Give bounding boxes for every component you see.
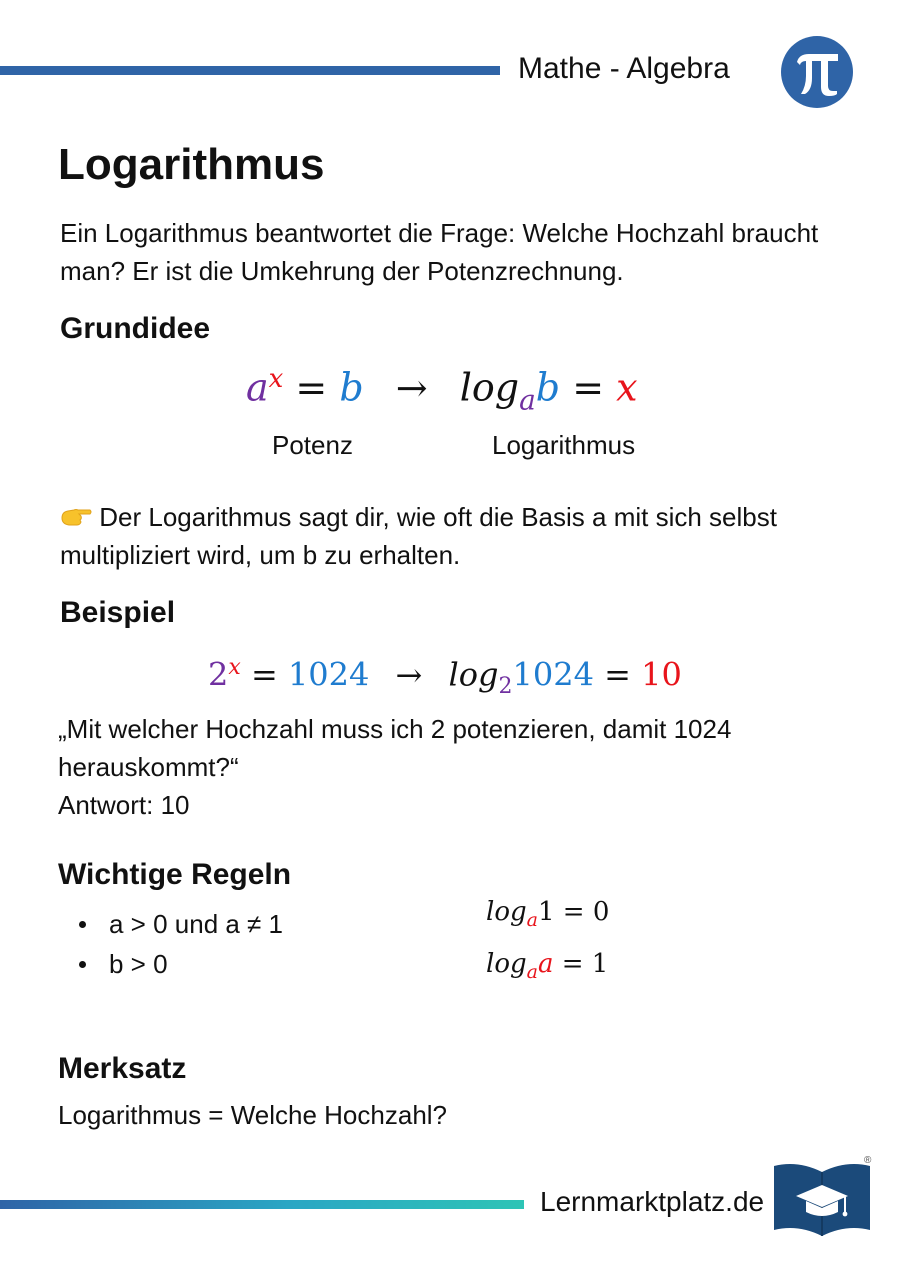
grundidee-note bbox=[60, 498, 840, 574]
example-log-equals: = bbox=[604, 655, 631, 694]
rule1-arg: 1 bbox=[537, 897, 555, 927]
example-log-result: 10 bbox=[641, 655, 682, 694]
formula-base: a bbox=[246, 365, 269, 410]
bullet-icon bbox=[79, 921, 86, 928]
rule1-base: a bbox=[526, 909, 538, 932]
rule2-equals: = bbox=[561, 949, 584, 979]
rule2-arg: a bbox=[537, 949, 554, 979]
example-exponent: x bbox=[228, 655, 241, 680]
formula-log-base: a bbox=[519, 383, 536, 417]
rules-list bbox=[78, 904, 283, 984]
rule-formula-2 bbox=[486, 949, 608, 983]
regeln-heading: Wichtige Regeln bbox=[58, 858, 292, 891]
rule2-base: a bbox=[526, 961, 538, 984]
bullet-icon bbox=[79, 961, 86, 968]
grundidee-formula bbox=[246, 364, 638, 416]
beispiel-heading: Beispiel bbox=[60, 596, 176, 629]
header-rule bbox=[0, 66, 500, 75]
rule-text: a > 0 und a ≠ 1 bbox=[109, 909, 284, 939]
caption-potenz: Potenz bbox=[272, 430, 353, 460]
book-graduation-cap-icon bbox=[772, 1160, 874, 1249]
grundidee-heading: Grundidee bbox=[60, 312, 211, 345]
example-equals: = bbox=[250, 655, 278, 694]
list-item bbox=[78, 904, 283, 944]
merksatz-text: Logarithmus = Welche Hochzahl? bbox=[58, 1100, 448, 1130]
pi-icon bbox=[781, 36, 853, 108]
page-title: Logarithmus bbox=[58, 140, 325, 189]
pointing-hand-icon bbox=[60, 506, 92, 528]
brand-name: Lernmarktplatz.de bbox=[540, 1186, 765, 1217]
formula-log-arg: b bbox=[535, 365, 561, 410]
footer-rule bbox=[0, 1200, 524, 1209]
formula-equals: = bbox=[295, 365, 328, 410]
rule-formula-1 bbox=[486, 897, 609, 931]
merksatz-heading: Merksatz bbox=[58, 1052, 187, 1085]
registered-mark: ® bbox=[864, 1155, 872, 1166]
example-log: log bbox=[448, 655, 499, 694]
example-question: „Mit welcher Hochzahl muss ich 2 potenzieren, damit 1024 herauskommt?“ bbox=[58, 714, 732, 782]
example-answer: Antwort: 10 bbox=[58, 790, 190, 820]
formula-arrow: → bbox=[395, 365, 428, 410]
rule1-equals: = bbox=[562, 897, 585, 927]
list-item bbox=[78, 944, 283, 984]
formula-log: log bbox=[459, 365, 520, 410]
formula-result: b bbox=[339, 365, 364, 410]
rule2-result: 1 bbox=[591, 949, 609, 979]
rule1-result: 0 bbox=[592, 897, 610, 927]
beispiel-formula bbox=[208, 655, 682, 699]
formula-log-equals: = bbox=[572, 365, 605, 410]
example-log-base: 2 bbox=[498, 674, 513, 700]
example-result: 1024 bbox=[287, 655, 370, 694]
rule-text: b > 0 bbox=[109, 949, 168, 979]
example-log-arg: 1024 bbox=[512, 655, 594, 694]
rule1-log: log bbox=[486, 897, 527, 927]
example-base: 2 bbox=[208, 655, 229, 694]
caption-logarithmus: Logarithmus bbox=[492, 430, 636, 460]
grundidee-note-text: Der Logarithmus sagt dir, wie oft die Basis a mit sich selbst multipliziert wird, um b zu erhalten. bbox=[60, 502, 777, 570]
rule2-log: log bbox=[486, 949, 527, 979]
formula-log-result: x bbox=[616, 365, 638, 410]
subject-label: Mathe - Algebra bbox=[518, 52, 730, 85]
intro-text: Ein Logarithmus beantwortet die Frage: Welche Hochzahl braucht man? Er ist die Umkehrung der Potenzrechnung. bbox=[60, 218, 819, 286]
example-arrow: → bbox=[395, 655, 423, 694]
formula-exponent: x bbox=[268, 364, 284, 394]
